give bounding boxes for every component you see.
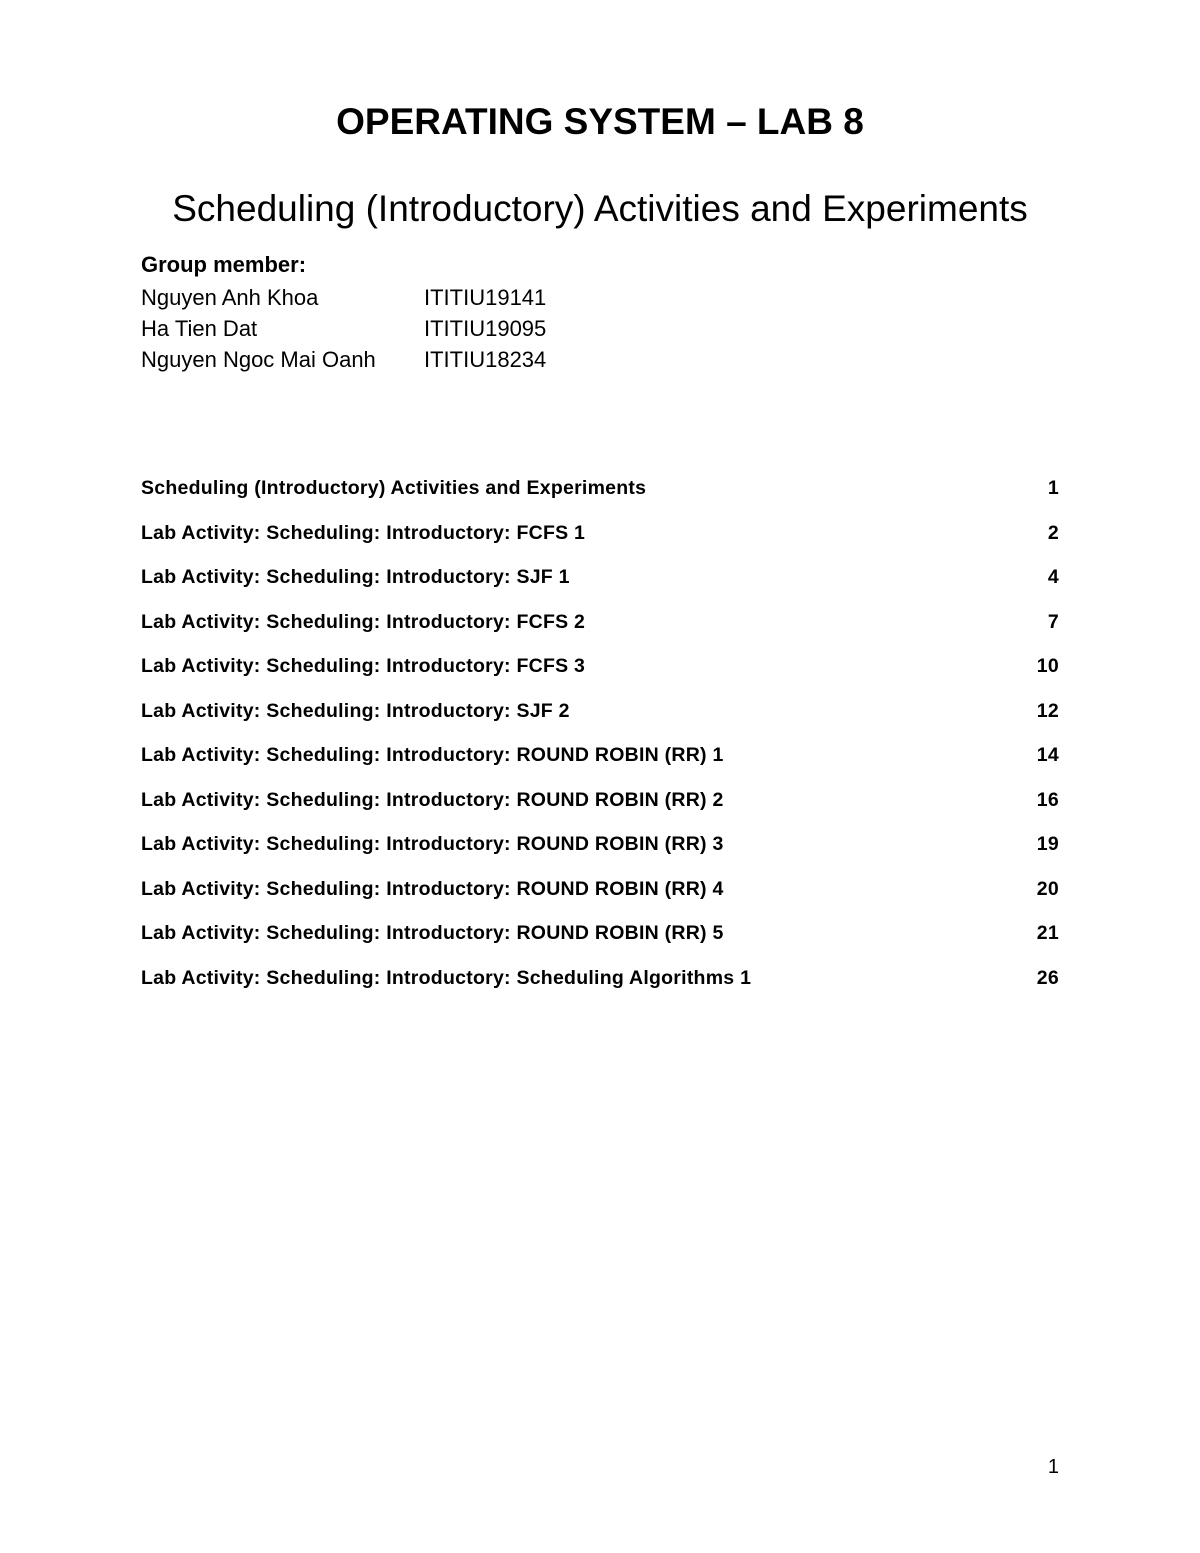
member-row — [141, 282, 546, 313]
toc-entry-page: 2 — [1047, 521, 1059, 544]
toc-entry-page: 4 — [1047, 566, 1059, 588]
toc-entry-title: Lab Activity: Scheduling: Introductory: ROUND ROBIN (RR) 5 — [141, 922, 724, 944]
toc-entry-title: Lab Activity: Scheduling: Introductory: FCFS 1 — [141, 521, 586, 544]
member-id: ITITIU19141 — [424, 285, 547, 310]
member-name: Ha Tien Dat — [141, 316, 258, 341]
toc-entry-title: Lab Activity: Scheduling: Introductory: ROUND ROBIN (RR) 3 — [141, 833, 724, 855]
toc-entry[interactable] — [141, 563, 1059, 608]
toc-entry[interactable] — [141, 919, 1059, 964]
toc-entry-title: Lab Activity: Scheduling: Introductory: ROUND ROBIN (RR) 2 — [141, 788, 724, 811]
group-heading: Group member: — [141, 252, 307, 277]
toc-entry[interactable] — [141, 519, 1059, 564]
toc-entry-page: 26 — [1036, 966, 1059, 989]
toc-entry-page: 1 — [1047, 477, 1059, 499]
member-name: Nguyen Ngoc Mai Oanh — [141, 347, 376, 372]
toc-entry-title: Lab Activity: Scheduling: Introductory: Scheduling Algorithms 1 — [141, 966, 752, 989]
toc-entry[interactable] — [141, 875, 1059, 920]
toc-entry[interactable] — [141, 608, 1059, 653]
member-row — [141, 313, 546, 344]
toc-entry[interactable] — [141, 964, 1059, 1009]
member-id: ITITIU19095 — [424, 316, 547, 341]
toc-entry-page: 19 — [1036, 833, 1059, 855]
toc-entry-title: Lab Activity: Scheduling: Introductory: FCFS 2 — [141, 610, 586, 633]
toc-entry-title: Lab Activity: Scheduling: Introductory: ROUND ROBIN (RR) 4 — [141, 877, 724, 900]
page-number: 1 — [1047, 1456, 1059, 1478]
page-title: OPERATING SYSTEM – LAB 8 — [336, 101, 864, 142]
table-of-contents — [141, 474, 1059, 1008]
toc-entry-page: 21 — [1036, 922, 1059, 944]
group-members — [141, 251, 546, 375]
toc-entry[interactable] — [141, 474, 1059, 519]
toc-entry-page: 14 — [1036, 744, 1059, 766]
toc-entry-page: 20 — [1036, 877, 1059, 900]
member-name: Nguyen Anh Khoa — [141, 285, 319, 310]
toc-entry[interactable] — [141, 830, 1059, 875]
toc-entry-title: Lab Activity: Scheduling: Introductory: SJF 2 — [141, 699, 570, 722]
toc-entry-page: 10 — [1036, 655, 1059, 677]
toc-entry-page: 7 — [1047, 610, 1059, 633]
toc-entry-title: Lab Activity: Scheduling: Introductory: SJF 1 — [141, 566, 570, 588]
toc-entry-page: 16 — [1036, 788, 1059, 811]
toc-entry-page: 12 — [1036, 699, 1059, 722]
toc-entry-title: Lab Activity: Scheduling: Introductory: FCFS 3 — [141, 655, 586, 677]
page-subtitle: Scheduling (Introductory) Activities and Experiments — [172, 188, 1028, 229]
toc-entry-title: Lab Activity: Scheduling: Introductory: ROUND ROBIN (RR) 1 — [141, 744, 724, 766]
toc-entry[interactable] — [141, 697, 1059, 742]
toc-entry[interactable] — [141, 652, 1059, 697]
toc-entry[interactable] — [141, 741, 1059, 786]
toc-entry[interactable] — [141, 786, 1059, 831]
member-row — [141, 344, 546, 375]
toc-entry-title: Scheduling (Introductory) Activities and Experiments — [141, 477, 647, 499]
member-id: ITITIU18234 — [424, 347, 547, 372]
